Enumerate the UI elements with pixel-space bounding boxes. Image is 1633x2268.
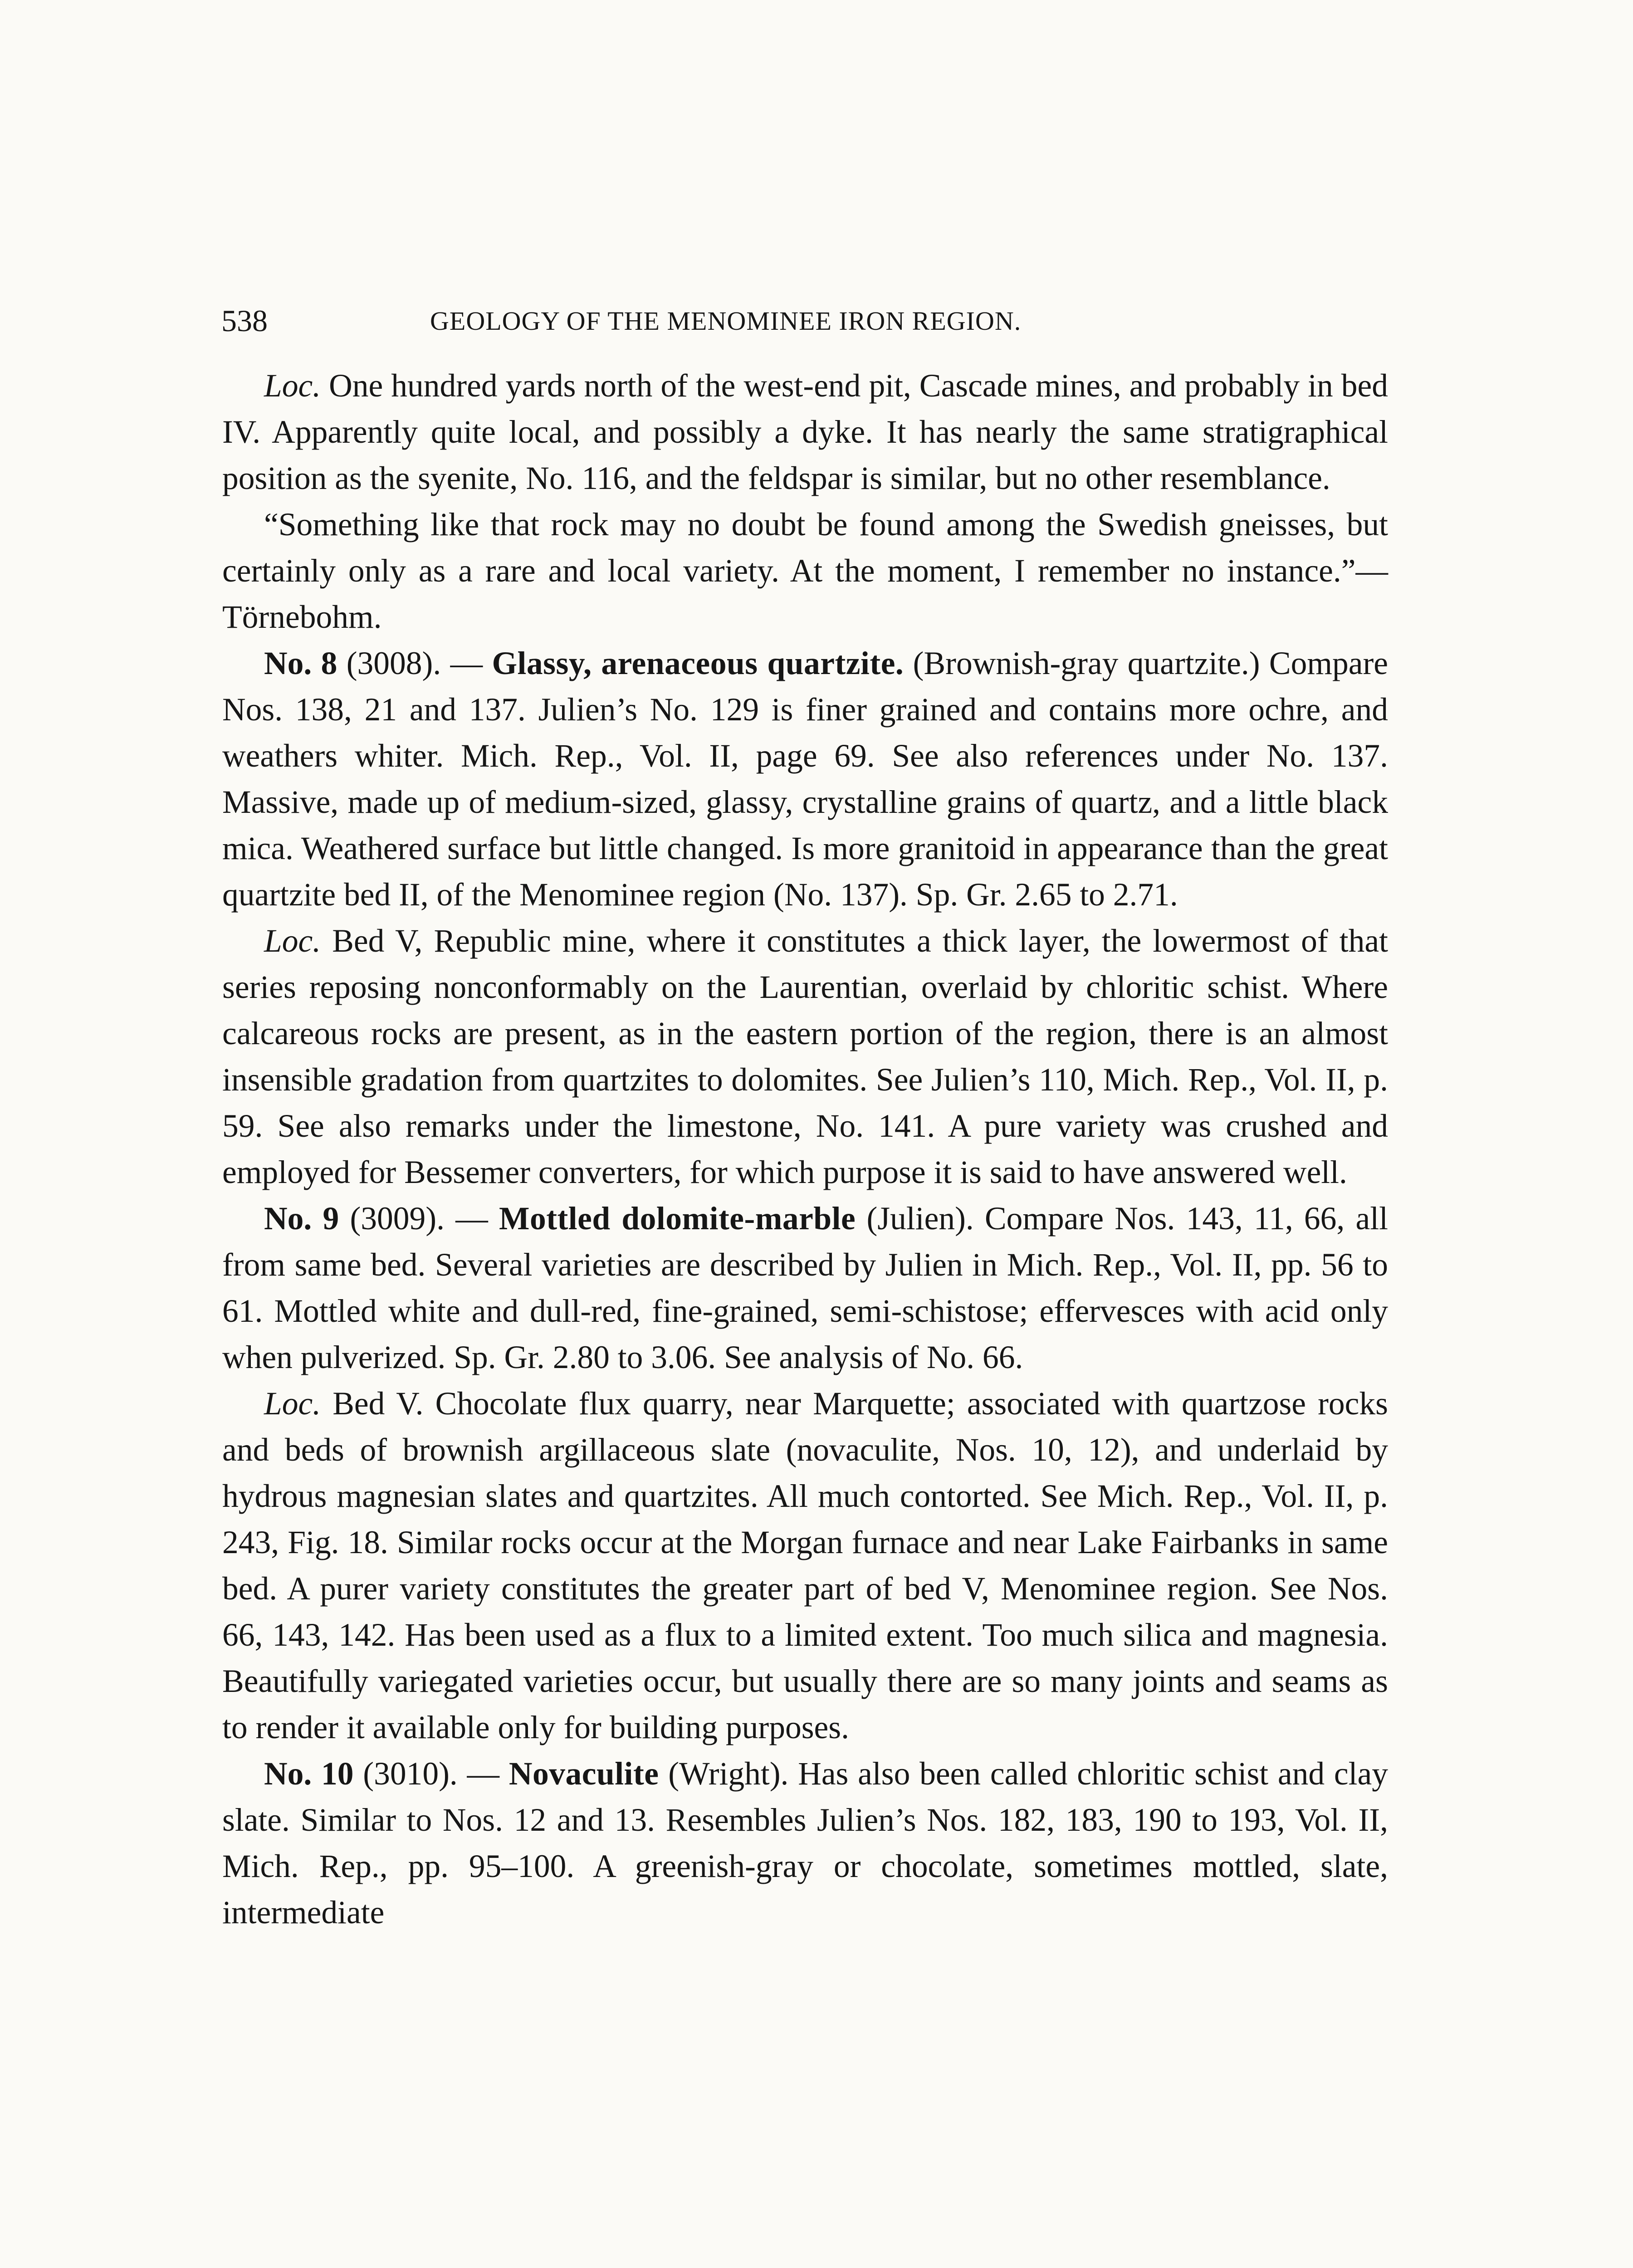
loc-label: Loc. — [264, 923, 321, 959]
quotation-text: “Something like that rock may no doubt be found among the Swedish gneisses, but certainly only as a rare and local variety. At the moment, I remember no instance.”— Törnebohm. — [222, 507, 1388, 635]
page-number: 538 — [221, 303, 268, 338]
loc-label: Loc. — [264, 1386, 321, 1422]
specimen-description: (Brownish-gray quartzite.) Compare Nos. 138, 21 and 137. Julien’s No. 129 is finer grained and contains more ochre, and weathers whiter. Mich. Rep., Vol. II, page 69. See also references under No. 137. Massive, made up of medium-sized, glassy, crystalline grains of quartz, and a little black mica. Weathered surface but little changed. Is more granitoid in appearance than the great quartzite bed II, of the Menominee region (No. 137). Sp. Gr. 2.65 to 2.71. — [222, 645, 1388, 913]
specimen-number: No. 10 — [264, 1756, 354, 1792]
paragraph-loc-republic — [222, 918, 1388, 1196]
specimen-entry-10 — [222, 1751, 1388, 1936]
specimen-code: (3009). — — [339, 1201, 499, 1237]
specimen-code: (3008). — — [337, 645, 492, 681]
specimen-number: No. 9 — [264, 1201, 339, 1237]
specimen-entry-9 — [222, 1196, 1388, 1381]
loc-label: Loc. — [264, 368, 321, 404]
paragraph-text: One hundred yards north of the west-end pit, Cascade mines, and probably in bed IV. Apparently quite local, and possibly a dyke. It has nearly the same stratigraphical position as the syenite, No. 116, and the feldspar is similar, but no other resemblance. — [222, 368, 1388, 496]
specimen-code: (3010). — — [353, 1756, 509, 1792]
paragraph-loc-chocolate-flux — [222, 1381, 1388, 1751]
specimen-name: Novaculite — [508, 1756, 659, 1792]
specimen-name: Mottled dolomite-marble — [499, 1201, 856, 1237]
running-head: GEOLOGY OF THE MENOMINEE IRON REGION. — [430, 306, 1022, 336]
specimen-description: (Wright). Has also been called chloritic schist and clay slate. Similar to Nos. 12 and 13. Resembles Julien’s Nos. 182, 183, 190 to 193, Vol. II, Mich. Rep., pp. 95–100. A greenish-gray or chocolate, sometimes mottled, slate, intermediate — [222, 1756, 1388, 1931]
paragraph-text: Bed V. Chocolate flux quarry, near Marquette; associated with quartzose rocks and beds of brownish argillaceous slate (novaculite, Nos. 10, 12), and underlaid by hydrous magnesian slates and quartzites. All much contorted. See Mich. Rep., Vol. II, p. 243, Fig. 18. Similar rocks occur at the Morgan furnace and near Lake Fairbanks in same bed. A purer variety constitutes the greater part of bed V, Menominee region. See Nos. 66, 143, 142. Has been used as a flux to a limited extent. Too much silica and magnesia. Beautifully variegated varieties occur, but usually there are so many joints and seams as to render it available only for building purposes. — [222, 1386, 1388, 1745]
paragraph-quote-tornebohm — [222, 502, 1388, 640]
specimen-name: Glassy, arenaceous quartzite. — [492, 645, 904, 681]
paragraph-loc-cascade — [222, 363, 1388, 502]
specimen-entry-8 — [222, 640, 1388, 918]
body-text — [222, 363, 1388, 1936]
specimen-description: (Julien). Compare Nos. 143, 11, 66, all from same bed. Several varieties are described by Julien in Mich. Rep., Vol. II, pp. 56 to 61. Mottled white and dull-red, fine-grained, semi-schistose; effervesces with acid only when pulverized. Sp. Gr. 2.80 to 3.06. See analysis of No. 66. — [222, 1201, 1388, 1375]
page-header — [221, 303, 1383, 344]
paragraph-text: Bed V, Republic mine, where it constitutes a thick layer, the lowermost of that series reposing nonconformably on the Laurentian, overlaid by chloritic schist. Where calcareous rocks are present, as in the eastern portion of the region, there is an almost insensible gradation from quartzites to dolomites. See Julien’s 110, Mich. Rep., Vol. II, p. 59. See also remarks under the limestone, No. 141. A pure variety was crushed and employed for Bessemer converters, for which purpose it is said to have answered well. — [222, 923, 1388, 1190]
specimen-number: No. 8 — [264, 645, 337, 681]
